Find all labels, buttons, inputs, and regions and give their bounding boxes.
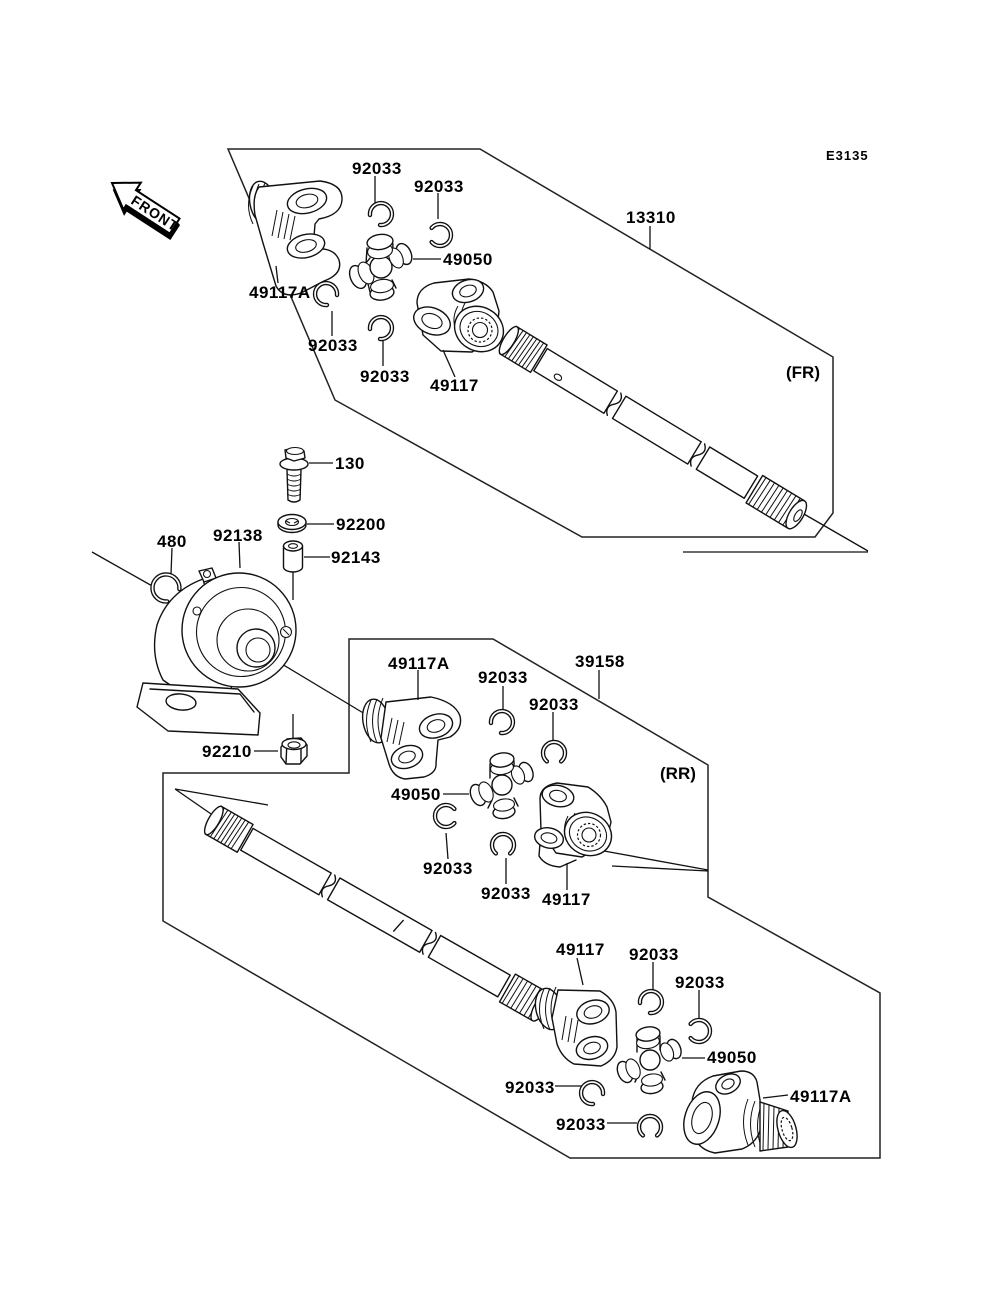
callout-49050: 49050 — [707, 1048, 757, 1067]
callout-92033: 92033 — [478, 668, 528, 687]
part-yoke-49117-bottom — [531, 985, 617, 1066]
callout-130: 130 — [335, 454, 365, 473]
callout-92033: 92033 — [629, 945, 679, 964]
callout-92033: 92033 — [556, 1115, 606, 1134]
part-spacer-92143 — [284, 541, 303, 572]
callout-480: 480 — [157, 532, 187, 551]
front-arrow-label: FRONT — [128, 192, 182, 235]
front-arrow — [101, 170, 188, 245]
part-bolt-130 — [280, 448, 308, 503]
callout-49050: 49050 — [443, 250, 493, 269]
part-yoke-49117a-front — [246, 179, 342, 295]
part-yoke-49117a-bottom — [677, 1070, 800, 1153]
callout-39158: 39158 — [575, 652, 625, 671]
callout-92210: 92210 — [202, 742, 252, 761]
callout-92033: 92033 — [505, 1078, 555, 1097]
rear-section-tag: (RR) — [660, 764, 696, 783]
front-section-tag: (FR) — [786, 363, 820, 382]
callout-92143: 92143 — [331, 548, 381, 567]
callout-49117: 49117 — [430, 376, 479, 395]
part-shaft-13310 — [496, 324, 811, 532]
part-bearing-housing-92138 — [137, 568, 296, 735]
part-yoke-49117-rear — [533, 782, 619, 867]
callout-92033: 92033 — [675, 973, 725, 992]
callout-92033: 92033 — [308, 336, 358, 355]
part-nut-92210 — [281, 738, 307, 764]
figure-code: E3135 — [826, 148, 869, 163]
callout-49117a: 49117A — [388, 654, 450, 673]
part-shaft-39158 — [201, 804, 553, 1024]
callout-49117: 49117 — [542, 890, 591, 909]
callout-49117a: 49117A — [249, 283, 311, 302]
part-yoke-49117a-rear — [359, 697, 460, 779]
part-joint-49050-bottom — [614, 1025, 683, 1095]
part-yoke-49117-front — [410, 276, 512, 361]
callout-49117: 49117 — [556, 940, 605, 959]
callout-92200: 92200 — [336, 515, 386, 534]
callout-92033: 92033 — [414, 177, 464, 196]
callout-92033: 92033 — [360, 367, 410, 386]
part-joint-49050-rear — [467, 751, 535, 820]
callout-13310: 13310 — [626, 208, 676, 227]
callout-49050: 49050 — [391, 785, 441, 804]
callout-92033: 92033 — [352, 159, 402, 178]
callout-92033: 92033 — [529, 695, 579, 714]
part-washer-92200 — [278, 515, 306, 533]
callout-92033: 92033 — [423, 859, 473, 878]
callout-92033: 92033 — [481, 884, 531, 903]
part-joint-49050-front — [346, 233, 415, 302]
callout-92138: 92138 — [213, 526, 263, 545]
callout-49117a: 49117A — [790, 1087, 852, 1106]
